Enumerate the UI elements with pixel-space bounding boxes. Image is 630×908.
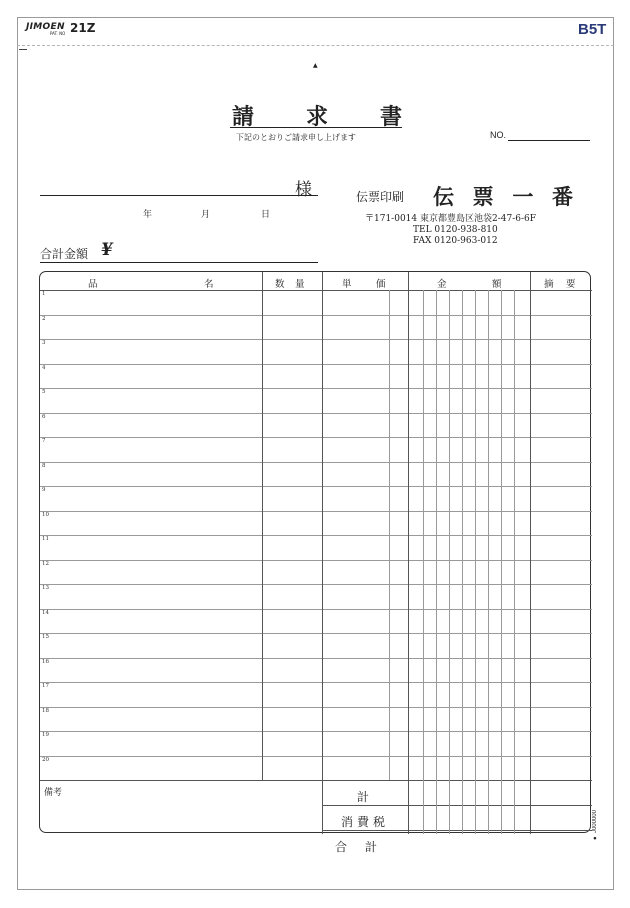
row-number: 19 [42, 732, 49, 738]
row-divider [40, 437, 592, 438]
total-amount-label: 合計金額 [40, 247, 89, 261]
customer-name-field[interactable] [40, 195, 318, 196]
column-divider [262, 272, 263, 780]
model-number: 21Z [70, 21, 96, 35]
row-divider [40, 609, 592, 610]
brand-logo: JIMOEN [26, 22, 65, 32]
company-prefix: 伝票印刷 [356, 190, 405, 204]
row-number: 3 [42, 340, 46, 346]
row-divider [40, 462, 592, 463]
date-month-label: 月 [201, 210, 211, 220]
invoice-no-label: NO. [490, 130, 507, 140]
items-table [39, 271, 591, 854]
column-divider [530, 272, 531, 834]
amount-subcolumn [501, 290, 502, 834]
row-number: 11 [42, 536, 49, 542]
row-divider [40, 315, 592, 316]
header-price-2: 価 [376, 279, 386, 290]
header-item-2: 名 [204, 279, 214, 290]
header-divider [40, 290, 592, 291]
row-divider [40, 584, 592, 585]
title-char: 求 [305, 104, 328, 130]
summary-divider [322, 805, 592, 806]
company-address: 〒171-0014 東京都豊島区池袋2-47-6-6F [365, 214, 536, 224]
row-number: 18 [42, 707, 49, 714]
company-tel: TEL 0120-938-810 [413, 225, 498, 235]
row-divider [40, 633, 592, 634]
total-amount-field[interactable] [40, 262, 318, 263]
body-divider [40, 780, 592, 781]
row-divider [40, 707, 592, 708]
amount-subcolumn [436, 290, 437, 834]
row-divider [40, 731, 592, 732]
row-number: 5 [42, 389, 46, 395]
row-number: 1 [42, 291, 46, 297]
fold-marker-icon: ▲ [313, 62, 318, 69]
row-divider [40, 339, 592, 340]
row-divider [40, 413, 592, 414]
amount-subcolumn [462, 290, 463, 834]
column-divider [322, 272, 323, 834]
row-number: 13 [42, 585, 49, 591]
row-number: 15 [42, 634, 49, 640]
amount-subcolumn [514, 290, 515, 834]
tax-label: 消費税 [340, 815, 389, 829]
amount-subcolumn [423, 290, 424, 834]
row-divider [40, 658, 592, 659]
serial-number: ● J000000 [592, 810, 598, 841]
subtotal-label: 計 [356, 790, 373, 804]
company-name-char: 番 [551, 184, 573, 209]
date-day-label: 日 [261, 210, 271, 220]
company-name [433, 181, 573, 211]
date-year-label: 年 [143, 210, 153, 220]
yen-symbol: ¥ [101, 240, 113, 260]
row-number: 17 [42, 683, 49, 689]
row-number: 7 [42, 438, 46, 444]
row-divider [40, 756, 592, 757]
row-number: 4 [42, 364, 46, 371]
row-number: 10 [42, 511, 49, 518]
header-remarks-1: 摘 [544, 279, 554, 290]
column-divider [408, 272, 409, 834]
company-name-char: 一 [512, 184, 534, 209]
header-price-1: 単 [342, 279, 352, 290]
row-divider [40, 535, 592, 536]
header-amount-2: 額 [492, 279, 502, 290]
row-number: 2 [42, 315, 46, 322]
pat-no: PAT. NO [50, 31, 66, 36]
grand-total-label: 合計 [334, 840, 395, 854]
title-char: 請 [232, 104, 255, 130]
amount-subcolumn [475, 290, 476, 834]
header-qty-1: 数 [275, 279, 285, 290]
honorific: 様 [295, 180, 312, 200]
edge-mark [19, 49, 27, 50]
remarks-label: 備考 [44, 788, 63, 798]
row-number: 14 [42, 609, 49, 616]
row-divider [40, 388, 592, 389]
row-number: 8 [42, 462, 46, 469]
row-number: 12 [42, 560, 49, 567]
header-qty-2: 量 [295, 279, 305, 290]
title-char: 書 [379, 104, 402, 130]
row-divider [40, 486, 592, 487]
invoice-no-field[interactable] [508, 140, 590, 141]
company-address-block [365, 214, 536, 247]
row-number: 9 [42, 487, 46, 493]
amount-subcolumn [488, 290, 489, 834]
header-amount-1: 金 [437, 279, 447, 290]
header-remarks-2: 要 [566, 279, 576, 290]
row-divider [40, 682, 592, 683]
price-subcolumn [389, 290, 390, 780]
amount-subcolumn [449, 290, 450, 834]
row-number: 20 [42, 756, 49, 763]
summary-divider [322, 830, 592, 831]
row-divider [40, 560, 592, 561]
row-divider [40, 364, 592, 365]
row-number: 16 [42, 658, 49, 665]
form-subtitle: 下記のとおりご請求申し上げます [236, 133, 356, 142]
company-name-char: 票 [472, 184, 494, 209]
size-code: B5T [578, 21, 607, 38]
title-underline [230, 127, 402, 128]
header-item-1: 品 [88, 279, 98, 290]
row-divider [40, 511, 592, 512]
company-name-char: 伝 [433, 184, 454, 209]
perforation-line [17, 45, 614, 46]
company-fax: FAX 0120-963-012 [413, 236, 498, 246]
row-number: 6 [42, 413, 46, 420]
